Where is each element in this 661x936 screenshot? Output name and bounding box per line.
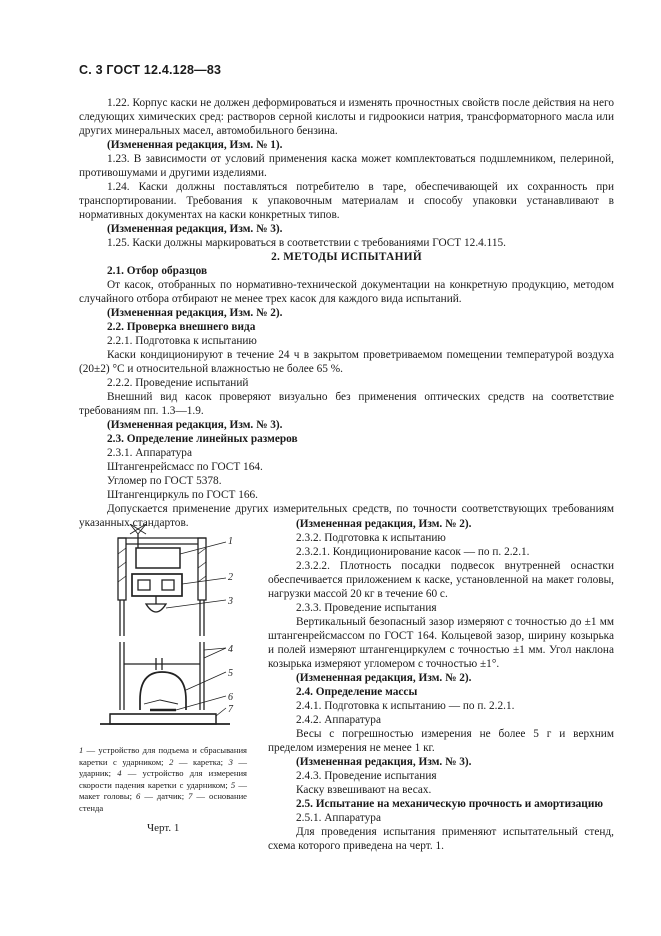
paragraph: 1.24. Каски должны поставляться потребителю в таре, обеспечивающей их сохранность при транспортировании. Требования к упаковочным материалам и способу упаковки устанавливают в нормативных документах на каски конкретных типов.	[79, 181, 614, 221]
paragraph: 2.3.1. Аппаратура	[107, 447, 192, 459]
paragraph: 1.25. Каски должны маркироваться в соответствии с требованиями ГОСТ 12.4.115.	[107, 237, 506, 249]
figure-title: Черт. 1	[147, 822, 180, 834]
section-2-paragraphs	[79, 264, 614, 530]
caption-number: 3	[228, 756, 233, 767]
caption-text: — макет головы;	[79, 779, 247, 801]
paragraph: (Измененная редакция, Изм. № 2).	[296, 672, 472, 684]
paragraph: 2.3.2.1. Кондиционирование касок — по п. 2.2.1.	[296, 546, 530, 558]
paragraph: 2.5.1. Аппаратура	[296, 812, 381, 824]
caption-text: — устройство для подъема и сбрасывания каретки с ударником;	[79, 745, 247, 767]
paragraph: 2.3.2. Подготовка к испытанию	[296, 532, 446, 544]
paragraph: (Измененная редакция, Изм. № 3).	[107, 223, 283, 235]
paragraph: (Измененная редакция, Изм. № 2).	[296, 518, 472, 530]
section-title: 2. МЕТОДЫ ИСПЫТАНИЙ	[271, 251, 422, 263]
caption-text: — каретка;	[173, 756, 229, 767]
paragraph: Вертикальный безопасный зазор измеряют с точностью до ±1 мм штангенрейсмассом по ГОСТ 164. Кольцевой зазор, ширину козырька и полей измеряют штангенциркулем с точностью ±1 мм. Угол наклона козырька измеряют угломером с точностью ±1°.	[268, 616, 614, 670]
paragraph: Допускается применение других измерительных средств, по точности соответствующих требованиям указанных стандартов.	[79, 503, 614, 529]
caption-text: — ударник;	[79, 756, 247, 778]
paragraph: 2.4.3. Проведение испытания	[296, 770, 437, 782]
paragraph: От касок, отобранных по нормативно-технической документации на конкретную продукцию, методом случайного отбора отбирают не менее трех касок для каждого вида испытаний.	[79, 279, 614, 305]
paragraph: Каску взвешивают на весах.	[296, 784, 432, 796]
caption-number: 5	[230, 779, 236, 790]
test-stand-diagram	[90, 524, 250, 744]
fig-label-3: 3	[228, 596, 233, 607]
paragraph: Внешний вид касок проверяют визуально без применения оптических средств на соответствие требованиям пп. 1.3—1.9.	[79, 391, 614, 417]
fig-label-1: 1	[228, 536, 233, 547]
paragraph: 2.4. Определение массы	[296, 686, 418, 698]
paragraph: 2.5. Испытание на механическую прочность и амортизацию	[296, 798, 603, 810]
fig-label-7: 7	[228, 704, 233, 715]
caption-text: — основание стенда	[79, 791, 248, 813]
fig-label-5: 5	[228, 668, 233, 679]
paragraph: Штангенрейсмасс по ГОСТ 164.	[107, 461, 263, 473]
caption-text: — устройство для измерения скорости падения каретки с ударником;	[79, 768, 247, 790]
paragraph: 2.3. Определение линейных размеров	[107, 433, 298, 445]
paragraph: 2.2.2. Проведение испытаний	[107, 377, 249, 389]
caption-number: 2	[169, 756, 174, 767]
paragraph: 2.2.1. Подготовка к испытанию	[107, 335, 257, 347]
main-text-column	[79, 96, 614, 530]
caption-number: 7	[188, 791, 193, 801]
paragraph: 2.4.1. Подготовка к испытанию — по п. 2.2.1.	[296, 700, 515, 712]
paragraph: (Измененная редакция, Изм. № 1).	[107, 139, 283, 151]
fig-label-4: 4	[228, 644, 233, 655]
paragraph: Угломер по ГОСТ 5378.	[107, 475, 222, 487]
figure-caption	[79, 745, 247, 814]
paragraph: 1.22. Корпус каски не должен деформироваться и изменять прочностных свойств после действия на него следующих химических сред: растворов серной кислоты и гидроокиси натрия, трансформаторного масла или других минеральных масел, автомобильного бензина.	[79, 97, 614, 137]
paragraph: 2.3.2.2. Плотность посадки подвесок внутренней оснастки обеспечивается приложением к каске, установленной на макет головы, нагрузки массой 20 кг в течение 60 с.	[268, 560, 614, 600]
caption-number: 4	[117, 768, 122, 778]
caption-number: 1	[79, 745, 84, 755]
paragraph: 1.23. В зависимости от условий применения каска может комплектоваться подшлемником, пелериной, противошумами и другими изделиями.	[79, 153, 614, 179]
paragraph: 2.2. Проверка внешнего вида	[107, 321, 256, 333]
paragraph: (Измененная редакция, Изм. № 3).	[296, 756, 472, 768]
paragraph: (Измененная редакция, Изм. № 3).	[107, 419, 283, 431]
caption-number: 6	[136, 791, 141, 801]
right-text-column	[268, 517, 614, 853]
page-header: С. 3 ГОСТ 12.4.128—83	[79, 63, 222, 77]
paragraph: Для проведения испытания применяют испытательный стенд, схема которого приведена на черт. 1.	[268, 826, 614, 852]
paragraph: 2.3.3. Проведение испытания	[296, 602, 437, 614]
fig-label-2: 2	[228, 572, 233, 583]
fig-label-6: 6	[228, 692, 233, 703]
paragraph: Весы с погрешностью измерения не более 5 г и верхним пределом измерения не менее 1 кг.	[268, 728, 614, 754]
section-1-paragraphs	[79, 96, 614, 250]
paragraph: Каски кондиционируют в течение 24 ч в закрытом проветриваемом помещении температурой воздуха (20±2) °С и относительной влажностью не более 65 %.	[79, 349, 614, 375]
paragraph: (Измененная редакция, Изм. № 2).	[107, 307, 283, 319]
paragraph: 2.4.2. Аппаратура	[296, 714, 381, 726]
paragraph: 2.1. Отбор образцов	[107, 265, 208, 277]
caption-text: — датчик;	[140, 791, 189, 801]
paragraph: Штангенциркуль по ГОСТ 166.	[107, 489, 259, 501]
